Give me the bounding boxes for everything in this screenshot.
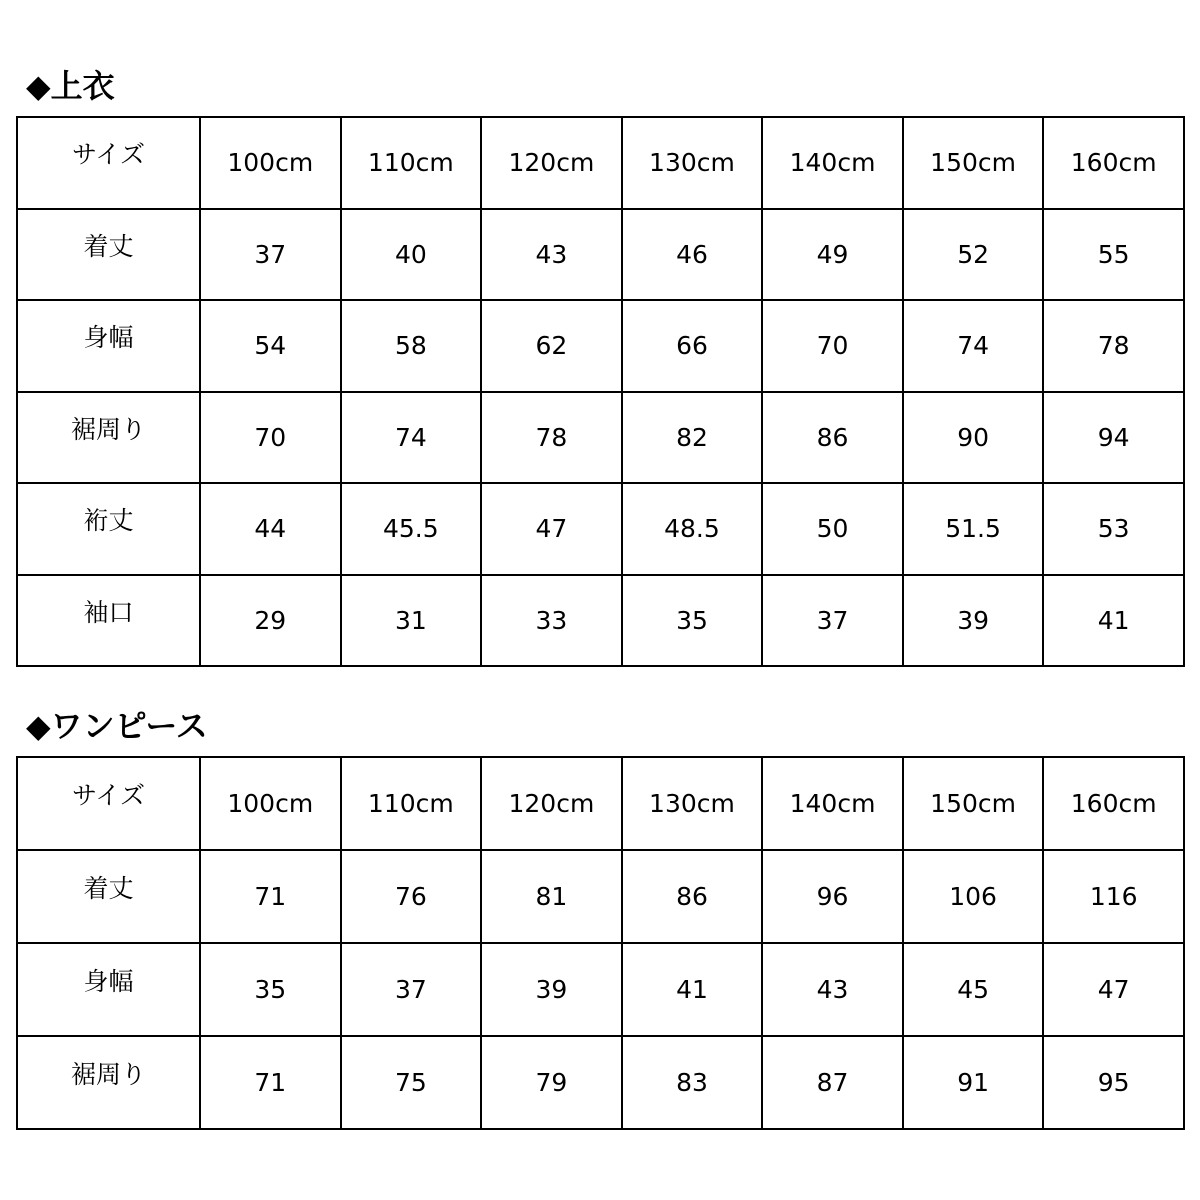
measurement-value-cell: 58: [341, 300, 482, 392]
measurement-label-cell: [17, 1036, 200, 1129]
size-header-cell: 140cm: [762, 117, 903, 209]
size-header-cell: 130cm: [622, 117, 763, 209]
size-table-top: [16, 116, 1185, 667]
size-header-cell: 120cm: [481, 117, 622, 209]
measurement-value-cell: 76: [341, 850, 482, 943]
measurement-label: 袖口: [83, 597, 134, 627]
measurement-row: [17, 1036, 1184, 1129]
measurement-row: [17, 483, 1184, 575]
measurement-value-cell: 78: [481, 392, 622, 484]
measurement-value-cell: 31: [341, 575, 482, 667]
measurement-value-cell: 71: [200, 850, 341, 943]
measurement-value-cell: 78: [1043, 300, 1184, 392]
measurement-value-cell: 37: [762, 575, 903, 667]
measurement-value-cell: 90: [903, 392, 1044, 484]
size-header-row: [17, 757, 1184, 850]
measurement-value-cell: 40: [341, 209, 482, 301]
measurement-value-cell: 106: [903, 850, 1044, 943]
measurement-label-cell: [17, 575, 200, 667]
measurement-value-cell: 37: [341, 943, 482, 1036]
measurement-value-cell: 66: [622, 300, 763, 392]
measurement-value-cell: 95: [1043, 1036, 1184, 1129]
size-header-label-cell: [17, 757, 200, 850]
measurement-label: 身幅: [83, 967, 134, 996]
size-header-cell: 110cm: [341, 757, 482, 850]
section-title-top: ◆上衣: [26, 67, 115, 105]
size-header-cell: 100cm: [200, 757, 341, 850]
size-header-cell: 150cm: [903, 117, 1044, 209]
size-table-onepiece-body: [17, 757, 1184, 1129]
measurement-label-cell: [17, 943, 200, 1036]
measurement-value-cell: 94: [1043, 392, 1184, 484]
measurement-row: [17, 943, 1184, 1036]
measurement-value-cell: 116: [1043, 850, 1184, 943]
measurement-value-cell: 43: [481, 209, 622, 301]
size-header-cell: 110cm: [341, 117, 482, 209]
measurement-label-cell: [17, 300, 200, 392]
measurement-value-cell: 43: [762, 943, 903, 1036]
size-header-cell: 140cm: [762, 757, 903, 850]
measurement-value-cell: 55: [1043, 209, 1184, 301]
measurement-value-cell: 70: [200, 392, 341, 484]
measurement-value-cell: 74: [341, 392, 482, 484]
measurement-value-cell: 35: [200, 943, 341, 1036]
measurement-value-cell: 71: [200, 1036, 341, 1129]
measurement-value-cell: 86: [762, 392, 903, 484]
measurement-value-cell: 75: [341, 1036, 482, 1129]
measurement-label-cell: [17, 850, 200, 943]
measurement-row: [17, 209, 1184, 301]
size-header-label: サイズ: [71, 140, 145, 170]
measurement-value-cell: 39: [481, 943, 622, 1036]
measurement-value-cell: 87: [762, 1036, 903, 1129]
measurement-label-cell: [17, 483, 200, 575]
measurement-value-cell: 50: [762, 483, 903, 575]
size-header-cell: 130cm: [622, 757, 763, 850]
measurement-value-cell: 49: [762, 209, 903, 301]
measurement-value-cell: 47: [1043, 943, 1184, 1036]
measurement-value-cell: 51.5: [903, 483, 1044, 575]
measurement-label: 裄丈: [83, 506, 134, 536]
measurement-label-cell: [17, 392, 200, 484]
measurement-label: 身幅: [83, 323, 134, 353]
measurement-row: [17, 575, 1184, 667]
size-header-cell: 120cm: [481, 757, 622, 850]
size-header-cell: 160cm: [1043, 757, 1184, 850]
measurement-label: 着丈: [83, 874, 134, 903]
measurement-value-cell: 41: [1043, 575, 1184, 667]
measurement-value-cell: 41: [622, 943, 763, 1036]
measurement-label-cell: [17, 209, 200, 301]
measurement-value-cell: 48.5: [622, 483, 763, 575]
measurement-value-cell: 62: [481, 300, 622, 392]
size-table-top-body: [17, 117, 1184, 666]
measurement-value-cell: 82: [622, 392, 763, 484]
measurement-row: [17, 300, 1184, 392]
measurement-value-cell: 45: [903, 943, 1044, 1036]
measurement-value-cell: 96: [762, 850, 903, 943]
size-table-onepiece: [16, 756, 1185, 1130]
measurement-value-cell: 39: [903, 575, 1044, 667]
measurement-value-cell: 54: [200, 300, 341, 392]
measurement-label: 着丈: [83, 231, 134, 261]
measurement-value-cell: 45.5: [341, 483, 482, 575]
size-header-label-cell: [17, 117, 200, 209]
size-header-cell: 160cm: [1043, 117, 1184, 209]
measurement-value-cell: 37: [200, 209, 341, 301]
measurement-value-cell: 47: [481, 483, 622, 575]
measurement-row: [17, 392, 1184, 484]
measurement-value-cell: 44: [200, 483, 341, 575]
measurement-label: 裾周り: [70, 414, 146, 444]
measurement-value-cell: 29: [200, 575, 341, 667]
measurement-value-cell: 53: [1043, 483, 1184, 575]
measurement-value-cell: 81: [481, 850, 622, 943]
size-header-label: サイズ: [71, 781, 145, 810]
measurement-value-cell: 91: [903, 1036, 1044, 1129]
measurement-value-cell: 86: [622, 850, 763, 943]
measurement-value-cell: 33: [481, 575, 622, 667]
measurement-value-cell: 74: [903, 300, 1044, 392]
measurement-value-cell: 46: [622, 209, 763, 301]
size-header-cell: 100cm: [200, 117, 341, 209]
measurement-value-cell: 35: [622, 575, 763, 667]
measurement-value-cell: 83: [622, 1036, 763, 1129]
measurement-value-cell: 52: [903, 209, 1044, 301]
size-header-cell: 150cm: [903, 757, 1044, 850]
section-title-onepiece: ◆ワンピース: [26, 707, 208, 745]
measurement-row: [17, 850, 1184, 943]
size-header-row: [17, 117, 1184, 209]
measurement-value-cell: 79: [481, 1036, 622, 1129]
measurement-value-cell: 70: [762, 300, 903, 392]
measurement-label: 裾周り: [70, 1060, 146, 1089]
